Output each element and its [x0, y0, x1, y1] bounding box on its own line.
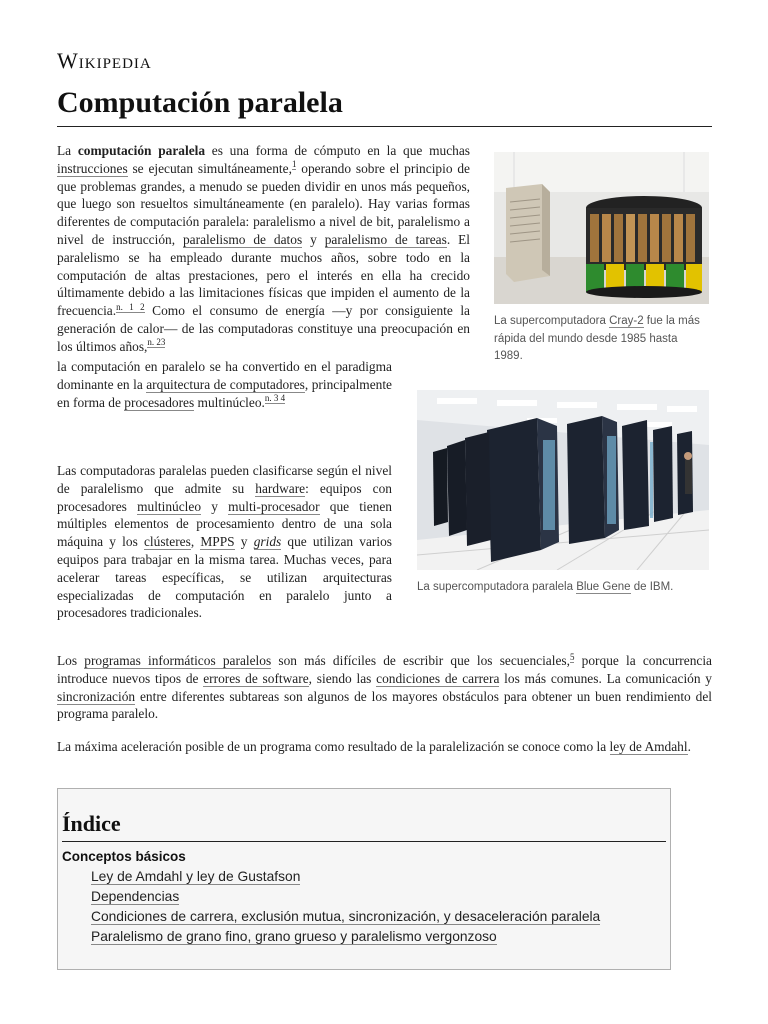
toc-item[interactable]: Condiciones de carrera, exclusión mutua, sincronización, y desaceleración paralela — [91, 909, 601, 924]
bluegene-image[interactable] — [417, 390, 709, 570]
toc-item[interactable]: Paralelismo de grano fino, grano grueso y paralelismo vergonzoso — [91, 929, 497, 944]
wiki-link[interactable]: ley de Amdahl — [609, 739, 688, 754]
wiki-link[interactable]: condiciones de carrera — [376, 670, 500, 686]
wiki-link[interactable]: programas informáticos paralelos — [84, 653, 272, 668]
wiki-link[interactable]: paralelismo de datos — [182, 231, 303, 247]
classification-paragraph: Las computadoras paralelas pueden clasificarse según el nivel de paralelismo que admite su hardware: equipos con procesadores multinúcleo y multi-procesador que tienen múltiples elementos de procesamiento dentro de una sola máquina y los clústeres, MPPS y grids que utilizan varios equipos para trabajar en la misma tarea. Muchas veces, para acelerar tareas específicas, se utilizan arquitecturas especializadas de computación en paralelo junto a procesadores tradicionales. — [57, 463, 393, 621]
toc-section[interactable]: Conceptos básicos — [62, 849, 186, 864]
wiki-link[interactable]: grids — [253, 534, 282, 550]
bluegene-caption: La supercomputadora paralela Blue Gene de IBM. — [417, 581, 674, 593]
wiki-link[interactable]: Blue Gene — [576, 581, 631, 593]
wiki-link[interactable]: multinúcleo — [137, 498, 202, 514]
wiki-link[interactable]: hardware — [255, 480, 306, 496]
reference-link[interactable]: 1 — [291, 159, 297, 170]
wiki-link[interactable]: paralelismo de tareas — [324, 231, 447, 247]
amdahl-paragraph: La máxima aceleración posible de un programa como resultado de la paralelización se conoce como la ley de Amdahl. — [57, 739, 691, 754]
toc-list — [91, 867, 600, 947]
programming-paragraph: Los programas informáticos paralelos son más difíciles de escribir que los secuenciales,$^5$ porque la concurrencia introduce nuevos tipos de errores de software, siendo las condiciones de carrera los más comunes. La comunicación y sincronización entre diferentes subtareas son algunos de los mayores obstáculos para obtener un buen rendimiento del programa paralelo. — [57, 651, 713, 722]
wiki-link[interactable]: sincronización — [57, 688, 136, 704]
wiki-link[interactable]: errores de software — [203, 670, 309, 686]
reference-link[interactable]: 4 — [278, 393, 286, 404]
page-title: Computación paralela — [57, 86, 343, 119]
cray2-figure — [494, 152, 709, 366]
intro-paragraph-continued: la computación en paralelo se ha convertido en el paradigma dominante en la arquitectura de computadores, principalmente en forma de procesadores multinúcleo.$^{n. 3}$ $^4$ — [57, 359, 393, 410]
wiki-link[interactable]: arquitectura de computadores — [146, 376, 305, 392]
reference-link[interactable]: 2 — [133, 301, 145, 312]
reference-link[interactable]: n. 3 — [264, 393, 279, 404]
table-of-contents — [57, 788, 671, 970]
wiki-link[interactable]: Cray-2 — [609, 315, 644, 327]
wiki-link[interactable]: multi-procesador — [228, 498, 320, 514]
wikipedia-logo[interactable]: Wikipedia — [57, 48, 152, 73]
cray2-caption: La supercomputadora Cray-2 fue la más rápida del mundo desde 1985 hasta 1989. — [494, 315, 700, 362]
wiki-link[interactable]: procesadores — [124, 394, 195, 410]
reference-link[interactable]: n. 1 — [116, 301, 134, 312]
title-divider — [57, 126, 712, 127]
toc-item[interactable]: Ley de Amdahl y ley de Gustafson — [91, 869, 301, 884]
bluegene-figure — [417, 390, 709, 597]
wiki-link[interactable]: MPPS — [200, 534, 235, 550]
cray2-image[interactable] — [494, 152, 709, 304]
reference-link[interactable]: 5 — [569, 651, 575, 662]
wiki-link[interactable]: instrucciones — [57, 160, 128, 176]
reference-link[interactable]: 3 — [160, 337, 166, 348]
wiki-link[interactable]: clústeres — [143, 534, 191, 550]
intro-paragraph: La computación paralela es una forma de cómputo en la que muchas instrucciones se ejecutan simultáneamente,$^1$ operando sobre el principio de que problemas grandes, a menudo se pueden dividir en unos más pequeños, que luego son resueltos simultáneamente (en paralelo). Hay varias formas diferentes de computación paralela: paralelismo a nivel de bit, paralelismo a nivel de instrucción, paralelismo de datos y paralelismo de tareas. El paralelismo se ha empleado durante muchos años, sobre todo en la computación de altas prestaciones, pero el interés en ella ha crecido últimamente debido a las limitaciones físicas que impiden el aumento de la frecuencia.$^{n. 1}$ $^2$ Como el consumo de energía —y por consiguiente la generación de calor— de las computadoras constituye una preocupación en los últimos años,$^{n. 23}$ — [57, 143, 470, 354]
toc-divider — [62, 841, 666, 842]
toc-title: Índice — [62, 811, 121, 836]
reference-link[interactable]: n. 2 — [147, 337, 161, 348]
toc-item[interactable]: Dependencias — [91, 889, 180, 904]
